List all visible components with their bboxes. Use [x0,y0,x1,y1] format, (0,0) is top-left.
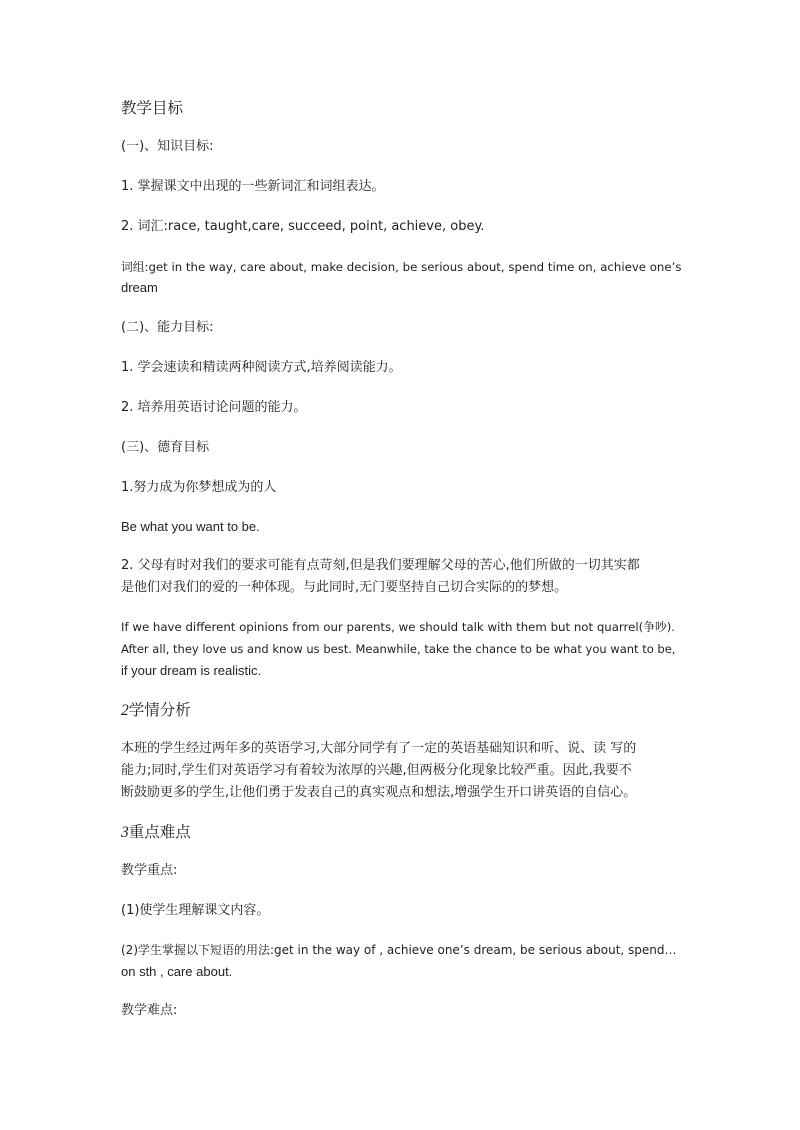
moral-item-2-line-2: 是他们对我们的爱的一种体现。与此同时,无门要坚持自己切合实际的的梦想。 [121,580,568,595]
key-point-2-line-2: on sth , care about. [121,964,233,979]
moral-item-1-english: Be what you want to be. [121,519,260,534]
ability-objectives-heading: (二)、能力目标: [121,320,214,335]
phrases-line-2: dream [121,280,158,295]
phrases-line-1: 词组:get in the way, care about, make decision, be serious about, spend time on, achieve one’s [121,260,682,274]
ability-item-2: 2. 培养用英语讨论问题的能力。 [121,400,307,415]
knowledge-item-2-vocabulary: 2. 词汇:race, taught,care, succeed, point, achieve, obey. [121,219,485,234]
student-analysis-line-1: 本班的学生经过两年多的英语学习,大部分同学有了一定的英语基础知识和听、说、读 写的 [121,741,637,756]
section-2-heading [121,699,681,722]
moral-english-line-2: After all, they love us and know us best. Meanwhile, take the chance to be what you want to be, [121,642,676,656]
moral-objectives-heading: (三)、德育目标 [121,440,210,455]
section-3-title: 重点难点 [128,823,191,841]
moral-english-line-1: If we have different opinions from our parents, we should talk with them but not quarrel(争吵). [121,620,676,634]
moral-english-line-3: if your dream is realistic. [121,663,262,678]
difficult-points-heading: 教学难点: [121,1003,178,1018]
section-3-heading [121,821,681,844]
ability-item-1: 1. 学会速读和精读两种阅读方式,培养阅读能力。 [121,360,402,375]
student-analysis-line-2: 能力;同时,学生们对英语学习有着较为浓厚的兴趣,但两极分化现象比较严重。因此,我要不 [121,763,632,778]
student-analysis-line-3: 断鼓励更多的学生,让他们勇于发表自己的真实观点和想法,增强学生开口讲英语的自信心。 [121,785,637,800]
knowledge-item-1: 1. 掌握课文中出现的一些新词汇和词组表达。 [121,179,385,194]
key-point-1: (1)使学生理解课文内容。 [121,903,270,918]
document-title: 教学目标 [121,99,184,117]
moral-item-2-line-1: 2. 父母有时对我们的要求可能有点苛刻,但是我们要理解父母的苦心,他们所做的一切其实都 [121,558,640,573]
key-points-heading: 教学重点: [121,863,178,878]
knowledge-objectives-heading: (一)、知识目标: [121,139,214,154]
section-2-title: 学情分析 [128,701,191,719]
moral-item-1: 1.努力成为你梦想成为的人 [121,480,277,495]
section-3-number: 3 [121,824,129,841]
section-2-number: 2 [121,702,129,719]
key-point-2-line-1: (2)学生掌握以下短语的用法:get in the way of , achieve one’s dream, be serious about, spend… [121,943,677,957]
